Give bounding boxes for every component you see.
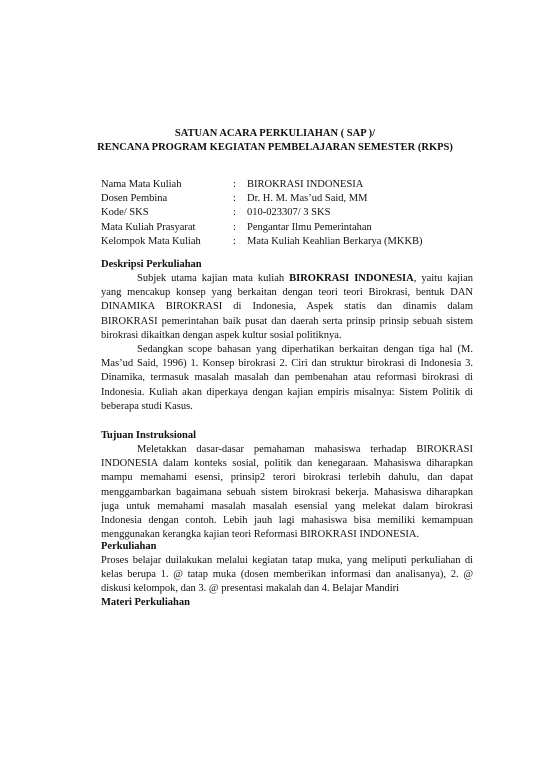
info-colon: : [233,235,236,247]
paragraph-line [101,272,473,286]
section-heading-deskripsi: Deskripsi Perkuliahan [101,259,202,270]
info-value: BIROKRASI INDONESIA [247,179,364,190]
paragraph-line: juga untuk memahami masalah masalah esensial yang melekat dalam birokrasi [101,500,473,512]
paragraph-tujuan [101,443,473,542]
info-label: Mata Kuliah Prasyarat [101,221,196,233]
paragraph-line: mampu memahami esensi, prinsip2 terori birokrasi terlebih dahulu, dan dapat [101,472,473,484]
paragraph-line: yang mencakup konsep yang berkaitan dengan teori teori Birokrasi, bentuk DAN [101,287,473,299]
info-row-course-name [101,178,423,192]
section-heading-materi: Materi Perkuliahan [101,597,190,608]
paragraph-line: Indonesia. Kuliah akan diperkaya dengan kajian empiris misalnya: Sistem Politik di [101,386,473,398]
paragraph-line: BIROKRASI pemerintahan baik pusat dan daerah serta prinsip prinsip sebuah sistem [101,315,473,327]
paragraph-line: Mas’ud Said, 1996) 1. Konsep birokrasi 2. Ciri dan struktur birokrasi di Indonesia 3. [101,358,473,370]
info-value: 010-023307/ 3 SKS [247,207,331,219]
info-value: Dr. H. M. Mas’ud Said, MM [247,193,368,205]
info-colon: : [233,207,236,219]
info-label: Dosen Pembina [101,193,168,205]
paragraph-line: menggunakan kerangka kajian teori Reformasi BIROKRASI INDONESIA. [101,529,420,541]
paragraph-line: Proses belajar duilakukan melalui kegiatan tatap muka, yang meliputi perkuliahan di [101,555,473,566]
paragraph-line: INDONESIA dalam konteks sosial, politik dan kenegaraan. Mahasiswa diharapkan [101,458,473,470]
paragraph-line: Sedangkan scope bahasan yang diperhatikan berkaitan dengan tiga hal (M. [137,344,473,355]
paragraph-line: Dinamika, termasuk masalah masalah dan pembenahan atau reformasi birokrasi di [101,372,473,384]
document-title-line1: SATUAN ACARA PERKULIAHAN ( SAP )/ [174,128,376,139]
document-title-line2: RENCANA PROGRAM KEGIATAN PEMBELAJARAN SEMESTER (RKPS) [97,142,453,153]
info-row-course-group [101,235,423,249]
text-run: Subjek utama kajian mata kuliah [137,273,290,284]
info-colon: : [233,179,236,190]
info-label: Kelompok Mata Kuliah [101,235,201,247]
info-colon: : [233,193,236,205]
bold-text-run: BIROKRASI INDONESIA [289,273,414,284]
info-label: Kode/ SKS [101,207,149,219]
paragraph-line: birokrasi dikaitkan dengan aspek kultur sosial politiknya. [101,329,342,341]
paragraph-line: Meletakkan dasar-dasar pemahaman mahasiswa terhadap BIROKRASI [137,444,473,455]
paragraph-line: DINAMIKA BIROKRASI di Indonesia, Aspek statis dan dinamis dalam [101,301,473,313]
paragraph-perkuliahan [101,554,473,597]
course-info [101,178,423,249]
paragraph-line: diskusi kelompok, dan 3. @ presentasi makalah dan 4. Belajar Mandiri [101,583,400,595]
paragraph-deskripsi-1 [101,272,473,343]
info-value: Mata Kuliah Keahlian Berkarya (MKKB) [247,235,423,247]
paragraph-deskripsi-2 [101,343,473,414]
info-row-code-credits [101,206,423,220]
paragraph-line: beberapa studi Kasus. [101,400,193,412]
text-run: , yaitu kajian [413,273,473,284]
section-heading-tujuan: Tujuan Instruksional [101,430,197,441]
info-label: Nama Mata Kuliah [101,179,182,190]
info-row-lecturer [101,192,423,206]
info-value: Pengantar Ilmu Pemerintahan [247,221,372,233]
info-row-prerequisite [101,221,423,235]
paragraph-line: menggambarkan bagaimana sebuah sistem birokrasi bekerja. Mahasiswa diharapkan [101,486,473,498]
info-colon: : [233,221,236,233]
section-heading-perkuliahan: Perkuliahan [101,541,157,552]
paragraph-line: kelas berupa 1. @ tatap muka (dosen memberikan informasi dan analisanya), 2. @ [101,569,473,581]
paragraph-line: Indonesia dengan contoh. Lebih jauh lagi mahasiswa bisa memiliki kemampuan [101,514,473,526]
